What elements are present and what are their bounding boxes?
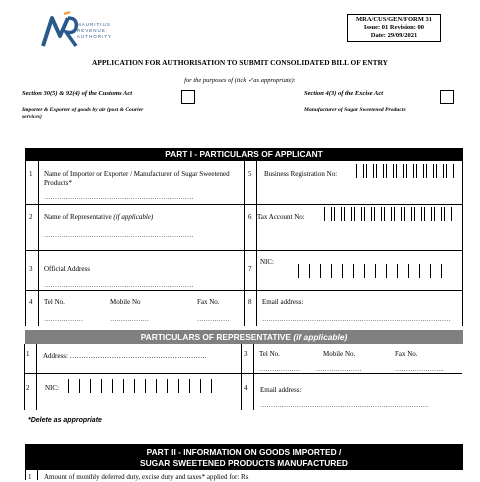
- rep-nic-boxes[interactable]: [68, 379, 222, 393]
- form-date: Date: 29/09/2021: [370, 32, 418, 39]
- fax-label: Fax No.: [197, 298, 220, 306]
- part1-row2-number: 2: [29, 213, 33, 221]
- brn-label: Business Registration No:: [264, 170, 338, 178]
- rep-email-field[interactable]: ……………………………………………………………………: [260, 402, 429, 409]
- mra-logo-mark: [40, 10, 80, 50]
- purpose-text: for the purposes of (tick ✓as appropriate):: [184, 77, 296, 84]
- logo-line3: AUTHORITY: [77, 34, 113, 39]
- customs-checkbox[interactable]: [181, 90, 195, 104]
- rep-row4-number: 4: [244, 384, 248, 392]
- brn-boxes[interactable]: [356, 164, 456, 178]
- rep-fax-label: Fax No.: [395, 350, 418, 358]
- rep-fax-field[interactable]: …………………..: [395, 366, 444, 373]
- part1-row8-number: 8: [248, 298, 252, 306]
- email-field[interactable]: ……………………………………………………………………………: [262, 316, 451, 323]
- part1-row5-number: 5: [248, 170, 252, 178]
- nic-label: NIC:: [260, 258, 274, 266]
- importer-name-field[interactable]: ……………………………………………………………: [44, 194, 194, 201]
- form-code: MRA/CUS/GEN/FORM 31: [355, 16, 432, 23]
- email-label: Email address:: [262, 298, 304, 306]
- fax-field[interactable]: ……………: [197, 316, 230, 323]
- page-title: APPLICATION FOR AUTHORISATION TO SUBMIT CONSOLIDATED BILL OF ENTRY: [92, 58, 388, 67]
- rep-row3-number: 3: [244, 350, 248, 358]
- representative-header-note: (if applicable): [293, 332, 348, 342]
- representative-name-label: [44, 213, 153, 222]
- representative-header: [25, 330, 463, 344]
- part2-row1-number: 1: [28, 473, 32, 481]
- part2-header: [25, 444, 463, 470]
- part1-row1-number: 1: [29, 170, 33, 178]
- representative-header-text: PARTICULARS OF REPRESENTATIVE: [140, 332, 291, 342]
- rep-email-label: Email address:: [260, 386, 302, 394]
- nic-boxes[interactable]: [298, 264, 452, 278]
- excise-checkbox[interactable]: [440, 90, 454, 104]
- official-address-field[interactable]: ……………………………………………………………: [44, 282, 194, 289]
- tan-label: Tax Account No:: [257, 213, 305, 221]
- rep-tel-label: Tel No.: [259, 350, 280, 358]
- option-customs-title: Section 30(5) & 92(4) of the Customs Act: [22, 90, 133, 97]
- form-reference-box: [347, 14, 441, 42]
- part2-header-line1: PART II - INFORMATION ON GOODS IMPORTED /: [146, 447, 342, 457]
- importer-name-label: Name of Importer or Exporter / Manufacturer of Sugar Sweetened Products*: [44, 170, 230, 187]
- mra-logo: [40, 10, 113, 52]
- rep-mobile-field[interactable]: …………………: [316, 366, 362, 373]
- delete-note: *Delete as appropriate: [28, 417, 102, 424]
- part2-header-line2: SUGAR SWEETENED PRODUCTS MANUFACTURED: [140, 458, 348, 468]
- representative-name-label-text: Name of Representative: [44, 213, 112, 221]
- logo-line2: REVENUE: [77, 28, 106, 33]
- rep-address-field[interactable]: Address: …………………………………………………..: [43, 352, 207, 360]
- option-excise-sub: Manufacturer of Sugar Sweetened Products: [304, 107, 406, 113]
- logo-line1: MAURITIUS: [77, 22, 111, 27]
- deferred-duty-label: Amount of monthly deferred duty, excise duty and taxes* applied for: Rs: [44, 473, 249, 481]
- tan-boxes[interactable]: [324, 207, 454, 221]
- tel-field[interactable]: ………………: [44, 316, 83, 323]
- rep-row1-number: 1: [26, 350, 30, 358]
- mobile-field[interactable]: ………………: [110, 316, 149, 323]
- rep-nic-label: NIC:: [45, 384, 59, 392]
- rep-tel-field[interactable]: ……………….: [259, 366, 300, 373]
- mobile-label: Mobile No: [110, 298, 141, 306]
- option-customs-sub: Importer & Exporter of goods by air (post & Courier services): [22, 107, 144, 120]
- representative-name-label-note: (if applicable): [113, 213, 154, 221]
- form-issue: Issue: 01 Revision: 00: [363, 24, 425, 31]
- part1-row7-number: 7: [248, 265, 252, 273]
- rep-row2-number: 2: [26, 384, 30, 392]
- part1-row3-number: 3: [29, 265, 33, 273]
- option-excise-title: Section 4(3) of the Excise Act: [304, 90, 384, 97]
- official-address-label: Official Address: [44, 265, 90, 273]
- part1-row6-number: 6: [248, 213, 252, 221]
- representative-name-field[interactable]: ……………………………………………………………: [44, 232, 194, 239]
- part1-row4-number: 4: [29, 298, 33, 306]
- rep-mobile-label: Mobile No.: [323, 350, 356, 358]
- tel-label: Tel No.: [44, 298, 65, 306]
- part1-header: PART I - PARTICULARS OF APPLICANT: [25, 148, 463, 161]
